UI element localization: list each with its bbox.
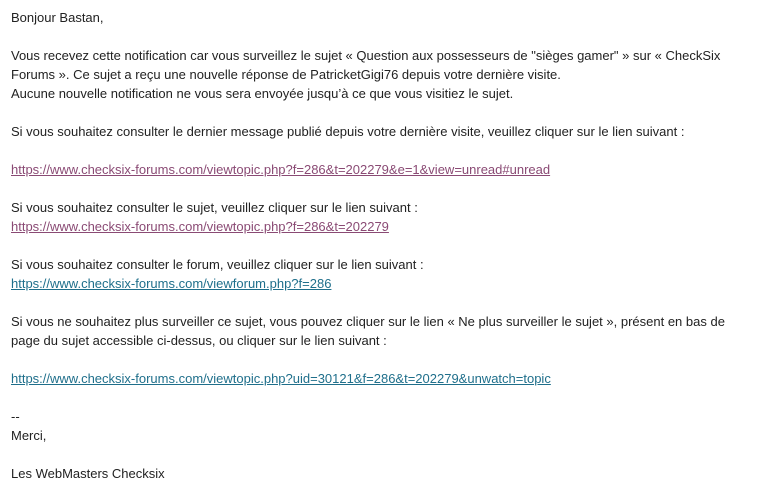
email-body [11,8,763,483]
unwatch-link[interactable]: https://www.checksix-forums.com/viewtopic.php?uid=30121&f=286&t=202279&unwatch=topic [11,371,551,386]
intro-line-3: Aucune nouvelle notification ne vous sera envoyée jusqu’à ce que vous visitiez le sujet. [11,86,514,101]
intro-line-2: Forums ». Ce sujet a reçu une nouvelle réponse de PatricketGigi76 depuis votre dernière visite. [11,67,561,82]
spacer [11,388,763,407]
unwatch-paragraph [11,312,763,350]
spacer [11,103,763,122]
spacer [11,27,763,46]
last-post-link-line [11,160,763,179]
signature: Les WebMasters Checksix [11,466,165,481]
topic-text: Si vous souhaitez consulter le sujet, veuillez cliquer sur le lien suivant : [11,200,418,215]
spacer [11,141,763,160]
unwatch-line-2: page du sujet accessible ci-dessus, ou cliquer sur le lien suivant : [11,333,387,348]
signature-separator: -- [11,409,20,424]
forum-text: Si vous souhaitez consulter le forum, veuillez cliquer sur le lien suivant : [11,257,424,272]
unwatch-line-1: Si vous ne souhaitez plus surveiller ce sujet, vous pouvez cliquer sur le lien « Ne plus surveiller le sujet », présent en bas de [11,314,725,329]
spacer [11,350,763,369]
intro-paragraph [11,46,763,103]
spacer [11,293,763,312]
intro-line-1: Vous recevez cette notification car vous surveillez le sujet « Question aux possesseurs de "sièges gamer" » sur « CheckSix [11,48,721,63]
last-post-link[interactable]: https://www.checksix-forums.com/viewtopic.php?f=286&t=202279&e=1&view=unread#unread [11,162,551,177]
unwatch-link-line [11,369,763,388]
spacer [11,179,763,198]
greeting: Bonjour Bastan, [11,10,104,25]
topic-link[interactable]: https://www.checksix-forums.com/viewtopic.php?f=286&t=202279 [11,219,389,234]
last-post-text: Si vous souhaitez consulter le dernier message publié depuis votre dernière visite, veuillez cliquer sur le lien suivant : [11,124,685,139]
thanks-text: Merci, [11,428,47,443]
forum-link-line [11,274,763,293]
topic-link-line [11,217,763,236]
spacer [11,445,763,464]
forum-link[interactable]: https://www.checksix-forums.com/viewforum.php?f=286 [11,276,332,291]
spacer [11,236,763,255]
